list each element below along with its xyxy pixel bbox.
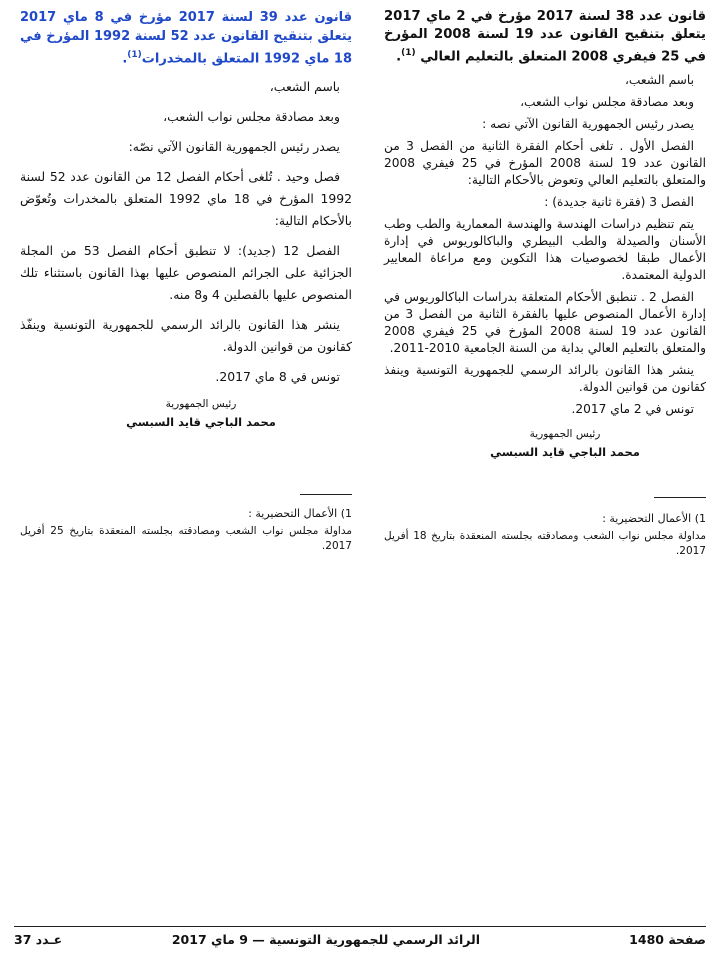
law-39-signer-role: رئيس الجمهورية: [165, 398, 237, 411]
law-38-footnote-ref: (1): [401, 48, 416, 58]
journal-title: الرائد الرسمي للجمهورية التونسية — 9 ماي 2017: [171, 932, 480, 947]
law-39-signer-name: محمد الباجي قايد السبسي: [126, 415, 276, 430]
page-number: صفحة 1480: [629, 932, 706, 947]
law-39-preamble-people: باسم الشعب،: [269, 79, 340, 95]
law-39-article-12: الفصل 12 (جديد): لا تنطبق أحكام الفصل 53 من المجلة الجزائية على الجرائم المنصوص عليها بهذا القانون باستثناء تلك المنصوص عليها بالفصلين 4 و8 منه.: [20, 243, 352, 303]
law-39-footnote: [20, 506, 352, 554]
issue-number: عـدد 37: [14, 932, 63, 947]
law-38-footnote-rule: [654, 497, 706, 498]
law-38-date: تونس في 2 ماي 2017.: [571, 402, 694, 417]
law-38-promulgation: يصدر رئيس الجمهورية القانون الآتي نصه :: [482, 117, 694, 132]
law-38-signature: [384, 426, 706, 462]
law-38-publication: ينشر هذا القانون بالرائد الرسمي للجمهورية التونسية وينفذ كقانون من قوانين الدولة.: [384, 363, 706, 395]
law-38-article-1: الفصل الأول . تلغى أحكام الفقرة الثانية من الفصل 3 من القانون عدد 19 لسنة 2008 المؤرخ في 25 فيفري 2008 والمتعلق بالتعليم العالي وتعوض بالأحكام التالية:: [384, 139, 707, 188]
law-39-preamble-assembly: وبعد مصادقة مجلس نواب الشعب،: [163, 109, 340, 125]
law-39-footnote-text: مداولة مجلس نواب الشعب ومصادقته بجلسته المنعقدة بتاريخ 25 أفريل 2017.: [20, 525, 352, 552]
law-39-date: تونس في 8 ماي 2017.: [215, 369, 340, 385]
law-38-column: [384, 8, 706, 462]
law-39-signature: [20, 396, 352, 432]
law-39-footnote-heading: 1) الأعمال التحضيرية :: [248, 507, 352, 520]
law-39-publication: ينشر هذا القانون بالرائد الرسمي للجمهورية التونسية وينفّذ كقانون من قوانين الدولة.: [20, 317, 352, 355]
law-38-signer-role: رئيس الجمهورية: [529, 428, 601, 441]
law-39-footnote-rule: [300, 494, 352, 495]
law-38-preamble-assembly: وبعد مصادقة مجلس نواب الشعب،: [520, 95, 694, 110]
footer-rule: [14, 926, 706, 927]
law-38-footnote-text: مداولة مجلس نواب الشعب ومصادقته بجلسته المنعقدة بتاريخ 18 أفريل 2017.: [384, 530, 706, 557]
law-39-footnote-ref: (1): [127, 50, 142, 60]
law-38-title: قانون عدد 38 لسنة 2017 مؤرخ في 2 ماي 2017 يتعلق بتنقيح القانون عدد 19 لسنة 2008 المؤرخ في 25 فيفري 2008 المتعلق بالتعليم العالي $^{(1)}$.: [384, 9, 706, 65]
law-38-article-2: الفصل 2 . تنطبق الأحكام المتعلقة بدراسات الباكالوريوس في إدارة الأعمال المنصوص عليها بالفقرة الثانية من الفصل 3 من القانون عدد 19 لسنة 2008 المؤرخ في 25 فيفري 2008 والمتعلق بالتعليم العالي بداية من السنة الجامعية 2010-2011.: [384, 290, 707, 356]
law-39-promulgation: يصدر رئيس الجمهورية القانون الآتي نصّه:: [128, 139, 340, 155]
law-39-title: قانون عدد 39 لسنة 2017 مؤرخ في 8 ماي 2017 يتعلق بتنقيح القانون عدد 52 لسنة 1992 المؤرخ في 18 ماي 1992 المتعلق بالمخدرات$^{(1)}$.: [20, 10, 352, 67]
page-footer: [14, 932, 706, 952]
law-39-single-article: فصل وحيد . تُلغى أحكام الفصل 12 من القانون عدد 52 لسنة 1992 المؤرخ في 18 ماي 1992 المتعلق بالمخدرات وتُعوّض بالأحكام التالية:: [20, 169, 352, 229]
law-38-preamble-people: باسم الشعب،: [624, 73, 694, 88]
law-38-article-3-heading: الفصل 3 (فقرة ثانية جديدة) :: [544, 195, 694, 210]
law-38-footnote-heading: 1) الأعمال التحضيرية :: [602, 512, 706, 525]
law-38-footnote: [384, 511, 706, 559]
law-38-article-3-body: يتم تنظيم دراسات الهندسة والهندسة المعمارية والطب وطب الأسنان والصيدلة والطب البيطري والباكالوريوس في إدارة الأعمال طبقا لخصوصيات هذا التكوين ومع مراعاة المعايير الدولية المعتمدة.: [384, 217, 706, 283]
law-38-signer-name: محمد الباجي قايد السبسي: [490, 445, 640, 460]
law-39-column: [20, 8, 352, 432]
